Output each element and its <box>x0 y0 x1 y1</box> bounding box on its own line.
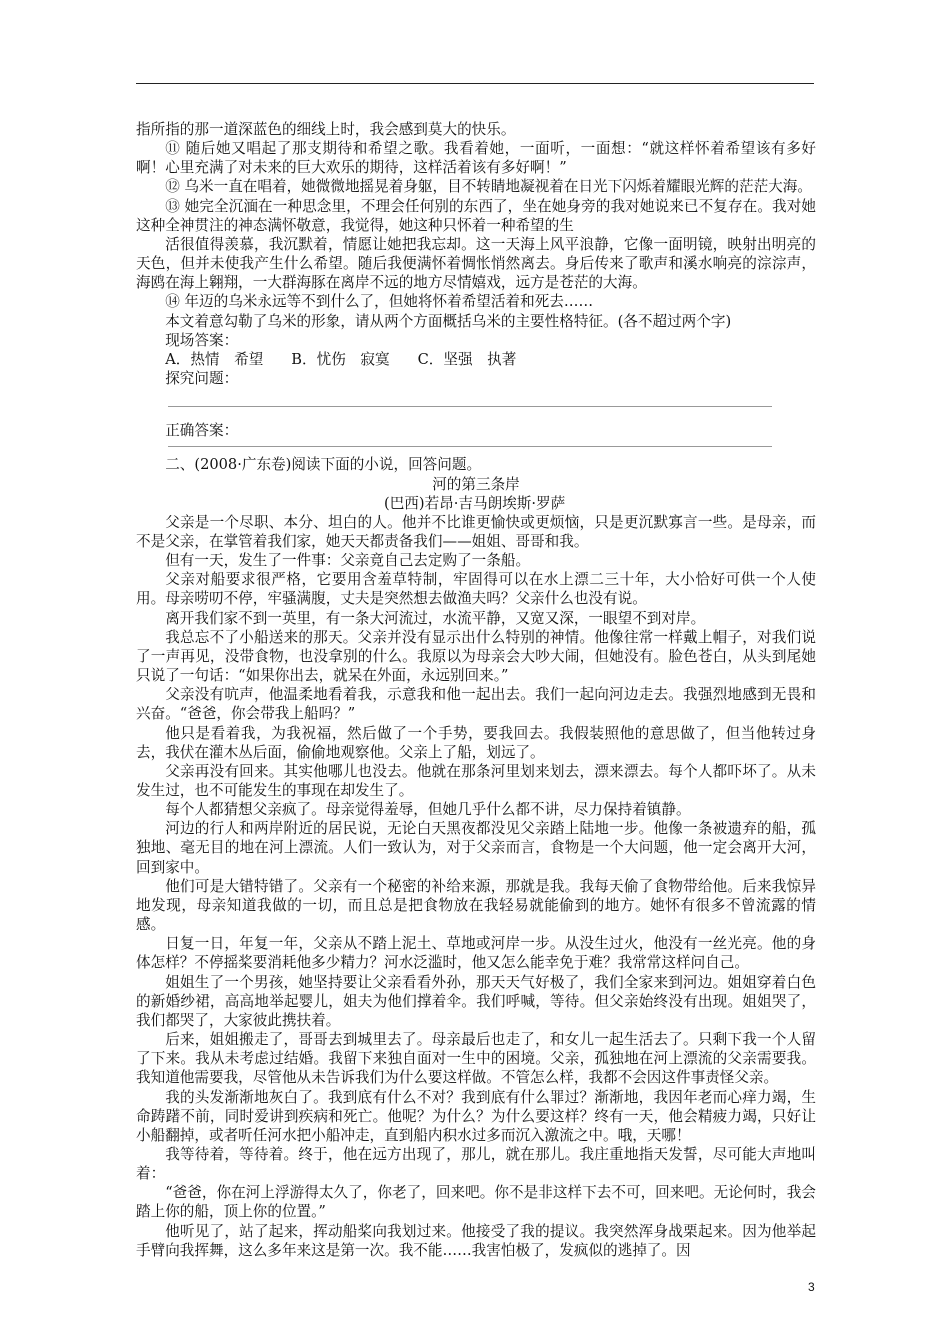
story-paragraph: 父亲是一个尽职、本分、坦白的人。他并不比谁更愉快或更烦恼，只是更沉默寡言一些。是母亲，而不是父亲，在掌管着我们家，她天天都责备我们——姐姐、哥哥和我。 <box>136 513 816 550</box>
story-paragraph: 离开我们家不到一英里，有一条大河流过，水流平静，又宽又深，一眼望不到对岸。 <box>165 609 706 627</box>
story-paragraph: 每个人都猜想父亲疯了。母亲觉得羞辱，但她几乎什么都不讲，尽力保持着镇静。 <box>165 801 691 819</box>
story-title: 河的第三条岸 <box>432 475 520 493</box>
option-b: B．忧伤 寂寞 <box>291 350 390 368</box>
story-paragraph: 我的头发渐渐地灰白了。我到底有什么不对？我到底有什么罪过？渐渐地，我因年老而心痒力竭，生命踌躇不前，同时爱讲到疾病和死亡。他呢？为什么？为什么要这样？终有一天，他会精疲力竭，只好让小船翻掉，或者听任河水把小船冲走，直到船内积水过多而沉入激流之中。哦，天哪！ <box>136 1088 816 1144</box>
story-paragraph: 父亲对船要求很严格，它要用含羞草特制，牢固得可以在水上漂二三十年，大小恰好可供一个人使用。母亲唠叨不停，牢骚满腹，丈夫是突然想去做渔夫吗？父亲什么也没有说。 <box>136 571 816 608</box>
passage1-line: ⑭ 年迈的乌米永远等不到什么了，但她将怀着希望活着和死去…… <box>165 293 594 311</box>
story-paragraph: 日复一日，年复一年，父亲从不踏上泥土、草地或河岸一步。从没生过火，他没有一丝光亮。他的身体怎样？不停摇桨要消耗他多少精力？河水泛滥时，他又怎么能幸免于难？我常常这样问自己。 <box>136 935 816 972</box>
story-author: (巴西)若昂·吉马朗埃斯·罗萨 <box>384 494 566 512</box>
option-a: A．热情 希望 <box>165 350 264 368</box>
passage1-line: ⑫ 乌米一直在唱着，她微微地摇晃着身躯，目不转睛地凝视着在日光下闪烁着耀眼光辉的茫茫大海。 <box>165 178 812 196</box>
story-paragraph: 他们可是大错特错了。父亲有一个秘密的补给来源，那就是我。我每天偷了食物带给他。后来我惊异地发现，母亲知道我做的一切，而且总是把食物放在我轻易就能偷到的地方。她怀有很多不曾流露的情感。 <box>136 877 816 934</box>
header-rule <box>136 83 814 84</box>
explore-question-label: 探究问题： <box>165 370 239 388</box>
passage1-line: 指所指的那一道深蓝色的细线上时，我会感到莫大的快乐。 <box>136 121 516 138</box>
story-paragraph: 但有一天，发生了一件事：父亲竟自己去定购了一条船。 <box>165 552 531 570</box>
story-paragraph: 河边的行人和两岸附近的居民说，无论白天黑夜都没见父亲踏上陆地一步。他像一条被遗弃的船，孤独地、毫无目的地在河上漂流。人们一致认为，对于父亲而言，食物是一个大问题，他一定会离开大河，回到家中。 <box>136 820 816 876</box>
story-paragraph: 我等待着，等待着。终于，他在远方出现了，那儿，就在那儿。我庄重地指天发誓，尽可能大声地叫着： <box>136 1145 816 1183</box>
answer-options <box>136 350 816 369</box>
story-paragraph: 父亲再没有回来。其实他哪儿也没去。他就在那条河里划来划去，漂来漂去。每个人都吓坏了。从未发生过，也不可能发生的事现在却发生了。 <box>136 762 816 799</box>
correct-answer-label: 正确答案： <box>165 422 239 440</box>
story-paragraph: “爸爸，你在河上浮游得太久了，你老了，回来吧。你不是非这样下去不可，回来吧。无论何时，我会踏上你的船，顶上你的位置。” <box>136 1184 816 1221</box>
passage1-line: ⑪ 随后她又唱起了那支期待和希望之歌。我看着她，一面听，一面想：“就这样怀着希望该有多好啊！心里充满了对未来的巨大欢乐的期待，这样活着该有多好啊！” <box>136 140 816 177</box>
page-number: 3 <box>808 1280 815 1294</box>
passage1-line: ⑬ 她完全沉湎在一种思念里，不理会任何别的东西了，坐在她身旁的我对她说来已不复存在。我对她这种全神贯注的神态满怀敬意，我觉得，她这种只怀着一种希望的生 <box>136 197 816 234</box>
story-paragraph: 我总忘不了小船送来的那天。父亲并没有显示出什么特别的神情。他像往常一样戴上帽子，对我们说了一声再见，没带食物，也没拿别的什么。我原以为母亲会大吵大闹，但她没有。脸色苍白，从头到尾她只说了一句话：“如果你出去，就呆在外面，永远别回来。” <box>136 628 816 685</box>
option-c: C．坚强 执著 <box>417 350 517 368</box>
story-paragraph: 姐姐生了一个男孩，她坚持要让父亲看看外孙，那天天气好极了，我们全家来到河边。姐姐穿着白色的新婚纱裙，高高地举起婴儿，姐夫为他们撑着伞。我们呼喊，等待。但父亲始终没有出现。姐姐哭了，我们都哭了，大家彼此携扶着。 <box>136 973 816 1029</box>
answer-line <box>168 406 772 407</box>
story-paragraph: 他只是看着我，为我祝福，然后做了一个手势，要我回去。我假装照他的意思做了，但当他转过身去，我伏在灌木丛后面，偷偷地观察他。父亲上了船，划远了。 <box>136 724 816 761</box>
answer-line <box>168 446 772 447</box>
story-paragraph: 他听见了，站了起来，挥动船桨向我划过来。他接受了我的提议。我突然浑身战栗起来。因为他举起手臂向我挥舞，这么多年来这是第一次。我不能……我害怕极了，发疯似的逃掉了。因 <box>136 1222 816 1259</box>
passage1-line: 活很值得羡慕，我沉默着，情愿让她把我忘却。这一天海上风平浪静，它像一面明镜，映射出明亮的天色，但并未使我产生什么希望。随后我便满怀着惆怅悄然离去。身后传来了歌声和溪水响亮的淙淙声，海鸥在海上翱翔，一大群海豚在离岸不远的地方尽情嬉戏，远方是苍茫的大海。 <box>136 235 816 292</box>
question-text: 本文着意勾勒了乌米的形象，请从两个方面概括乌米的主要性格特征。(各不超过两个字) <box>165 312 732 330</box>
scene-answer-label: 现场答案： <box>165 331 239 349</box>
story-paragraph: 后来，姐姐搬走了，哥哥去到城里去了。母亲最后也走了，和女儿一起生活去了。只剩下我一个人留了下来。我从未考虑过结婚。我留下来独自面对一生中的困境。父亲，孤独地在河上漂流的父亲需要我。我知道他需要我，尽管他从未告诉我们为什么要这样做。不管怎么样，我都不会因这件事责怪父亲。 <box>136 1031 816 1087</box>
story-paragraph: 父亲没有吭声，他温柔地看着我，示意我和他一起出去。我们一起向河边走去。我强烈地感到无畏和兴奋。“爸爸，你会带我上船吗？” <box>136 686 816 723</box>
page-content <box>136 120 816 1260</box>
section-heading: 二、(2008·广东卷)阅读下面的小说，回答问题。 <box>165 456 482 474</box>
